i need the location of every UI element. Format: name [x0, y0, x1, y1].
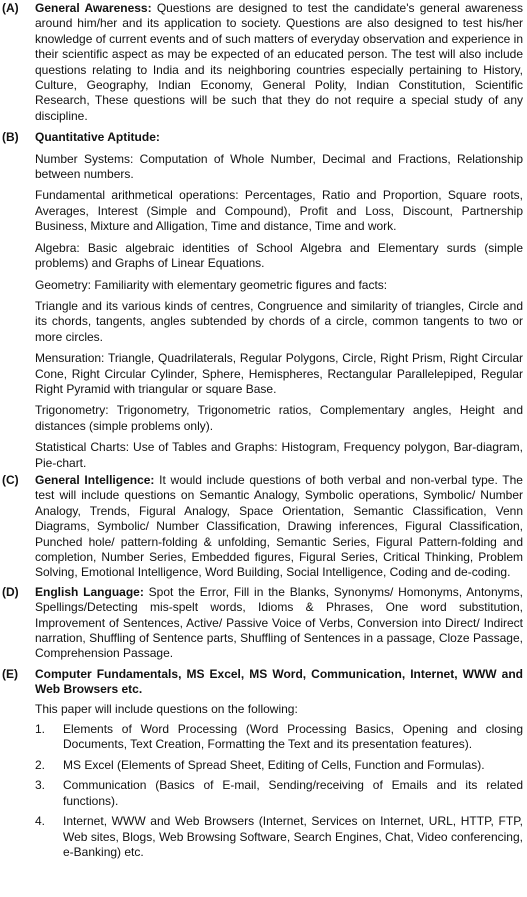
- item-number: 1.: [35, 722, 46, 737]
- section-title: Quantitative Aptitude:: [35, 130, 160, 145]
- section-letter: (B): [2, 130, 19, 145]
- section-c-body: [35, 473, 527, 581]
- section-letter: (A): [2, 1, 19, 15]
- topic-paragraph: Statistical Charts: Use of Tables and Graphs: Histogram, Frequency polygon, Bar-diagram, Pie-chart.: [35, 440, 523, 470]
- section-title: English Language:: [35, 584, 144, 599]
- topic-paragraph: Trigonometry: Trigonometry, Trigonometric ratios, Complementary angles, Height and distances (simple problems only).: [35, 403, 523, 433]
- topic-list: [35, 722, 523, 860]
- item-number: 3.: [35, 778, 46, 793]
- section-text: It would include questions of both verbal and non-verbal type. The test will include questions on Semantic Analogy, Symbolic operations, Symbolic/ Number Analogy, Trends, Figural Analogy, Space Orientation, Semantic Classification, Venn Diagrams, Symbolic/ Number Classification, Drawing inferences, Figural Classification, Punched hole/ pattern-folding & unfolding, Semantic Series, Figural Pattern-folding and completion, Number Series, Embedded figures, Figural Series, Critical Thinking, Problem Solving, Emotional Intelligence, Word Building, Social Intelligence, Coding and de-coding.: [35, 472, 523, 580]
- section-title: Computer Fundamentals, MS Excel, MS Word, Communication, Internet, WWW and Web Browsers etc.: [35, 666, 523, 697]
- section-text: Questions are designed to test the candidate's general awareness around him/her and its application to society. Questions are also designed to test his/her knowledge of current events and of such matters of everyday observation and experience in their scientific aspect as may be expected of an educated person. The test will also include questions relating to India and its neighboring countries especially pertaining to History, Culture, Geography, Indian Economy, General Polity, Indian Constitution, Scientific Research, These questions will be such that they do not require a special study of any discipline.: [35, 1, 523, 123]
- topic-paragraph: Algebra: Basic algebraic identities of School Algebra and Elementary surds (simple problems) and Graphs of Linear Equations.: [35, 240, 523, 271]
- section-a-body: [35, 1, 527, 124]
- item-text: Internet, WWW and Web Browsers (Internet, Services on Internet, URL, HTTP, FTP, Web sites, Blogs, Web Browsing Software, Search Engines, Chat, Video conferencing, e-Banking) etc.: [63, 814, 523, 859]
- section-letter: (E): [2, 666, 18, 681]
- section-title: General Intelligence:: [35, 472, 155, 487]
- topic-paragraph: Triangle and its various kinds of centres, Congruence and similarity of triangles, Circle and its chords, tangents, angles subtended by chords of a circle, common tangents to two or more circles.: [35, 298, 523, 344]
- list-item: [35, 758, 523, 773]
- section-intro: This paper will include questions on the following:: [35, 701, 298, 716]
- list-item: [35, 778, 523, 809]
- topic-paragraph: Fundamental arithmetical operations: Percentages, Ratio and Proportion, Square roots, Averages, Interest (Simple and Compound), Profit and Loss, Discount, Partnership Business, Mixture and Alligation, Time and distance, Time and work.: [35, 188, 523, 234]
- section-c: [0, 473, 527, 581]
- item-number: 2.: [35, 757, 46, 772]
- item-text: Communication (Basics of E-mail, Sending/receiving of Emails and its related functions).: [63, 778, 523, 808]
- list-item: [35, 722, 523, 753]
- section-b: [0, 130, 527, 471]
- syllabus-page: [0, 1, 527, 897]
- topic-paragraph: Number Systems: Computation of Whole Number, Decimal and Fractions, Relationship between numbers.: [35, 151, 523, 182]
- section-d: [0, 585, 527, 662]
- section-title: General Awareness:: [35, 1, 152, 15]
- list-item: [35, 814, 523, 860]
- item-text: Elements of Word Processing (Word Processing Basics, Opening and closing Documents, Text Creation, Formatting the Text and its presentation features).: [63, 722, 523, 752]
- section-d-body: [35, 585, 527, 662]
- item-number: 4.: [35, 814, 46, 829]
- section-text: Spot the Error, Fill in the Blanks, Synonyms/ Homonyms, Antonyms, Spellings/Detecting mis-spelt words, Idioms & Phrases, One word substitution, Improvement of Sentences, Active/ Passive Voice of Verbs, Conversion into Direct/ Indirect narration, Shuffling of Sentence parts, Shuffling of Sentences in a passage, Cloze Passage, Comprehension Passage.: [35, 584, 523, 661]
- topic-paragraph: Geometry: Familiarity with elementary geometric figures and facts:: [35, 277, 388, 292]
- section-a: [0, 1, 527, 124]
- item-text: MS Excel (Elements of Spread Sheet, Editing of Cells, Function and Formulas).: [63, 757, 485, 772]
- section-e: [0, 667, 527, 860]
- section-letter: (D): [2, 584, 19, 599]
- topic-paragraph: Mensuration: Triangle, Quadrilaterals, Regular Polygons, Circle, Right Prism, Right Circular Cone, Right Circular Cylinder, Sphere, Hemispheres, Rectangular Parallelepiped, Regular Right Pyramid with triangular or square Base.: [35, 351, 523, 396]
- section-letter: (C): [2, 472, 19, 487]
